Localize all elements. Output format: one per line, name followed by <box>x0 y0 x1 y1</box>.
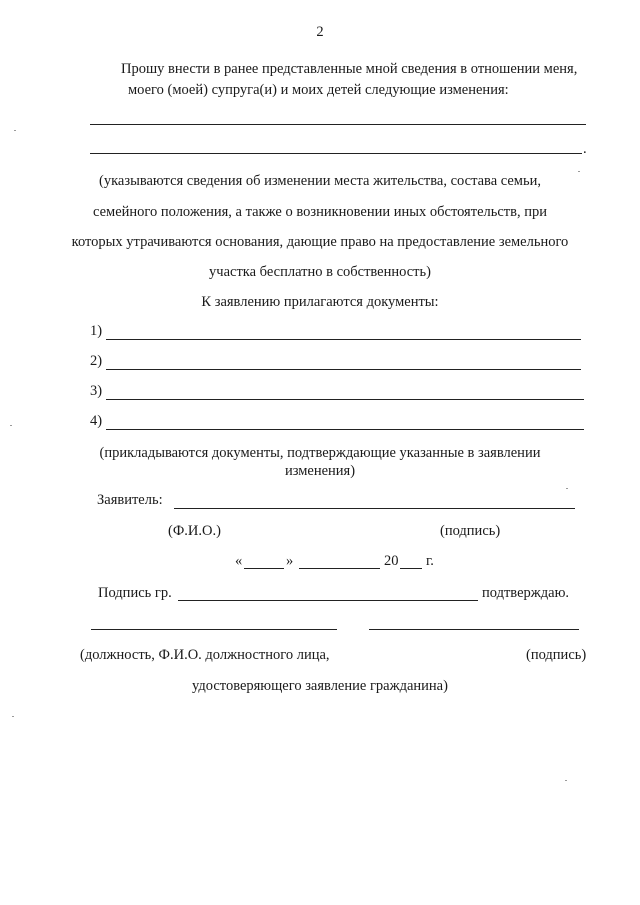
date-close-quote: » <box>286 553 294 569</box>
scan-speck <box>10 425 12 426</box>
applicant-fio-caption: (Ф.И.О.) <box>168 523 221 539</box>
changes-entry-line-2[interactable] <box>90 153 582 154</box>
scan-speck <box>578 171 580 172</box>
applicant-signature-caption: (подпись) <box>440 523 501 539</box>
official-caption-left: (должность, Ф.И.О. должностного лица, <box>80 647 330 663</box>
attachment-entry-line-2[interactable] <box>106 369 581 370</box>
attachments-note-line-1: (прикладываются документы, подтверждающие указанные в заявлении <box>99 445 541 461</box>
intro-line-1: Прошу внести в ранее представленные мной сведения в отношении меня, <box>121 61 578 77</box>
official-position-line[interactable] <box>91 629 337 630</box>
scan-speck <box>566 488 568 489</box>
attachment-number-3: 3) <box>90 383 103 399</box>
explanation-line-3: которых утрачиваются основания, дающие право на предоставление земельного <box>71 234 569 250</box>
page-number: 2 <box>316 24 324 40</box>
date-year-suffix: г. <box>426 553 434 569</box>
official-signature-line[interactable] <box>369 629 579 630</box>
confirmation-prefix: Подпись гр. <box>98 585 172 601</box>
applicant-label: Заявитель: <box>97 492 163 508</box>
attachments-note-line-2: изменения) <box>284 463 356 479</box>
explanation-line-1: (указываются сведения об изменении места жительства, состава семьи, <box>99 173 541 189</box>
attachment-number-2: 2) <box>90 353 103 369</box>
attachment-number-4: 4) <box>90 413 103 429</box>
attachment-entry-line-4[interactable] <box>106 429 584 430</box>
scan-speck <box>14 130 16 131</box>
intro-line-2: моего (моей) супруга(и) и моих детей следующие изменения: <box>128 82 509 98</box>
applicant-entry-line[interactable] <box>174 508 575 509</box>
confirmation-name-field[interactable] <box>178 600 478 601</box>
date-year-prefix: 20 <box>384 553 399 569</box>
date-day-field[interactable] <box>244 568 284 569</box>
attachment-entry-line-3[interactable] <box>106 399 584 400</box>
scan-speck <box>12 716 14 717</box>
changes-entry-line-1[interactable] <box>90 124 586 125</box>
date-year-field[interactable] <box>400 568 422 569</box>
scan-speck <box>565 780 567 781</box>
date-month-field[interactable] <box>299 568 380 569</box>
explanation-line-2: семейного положения, а также о возникновении иных обстоятельств, при <box>92 204 547 220</box>
attachments-heading: К заявлению прилагаются документы: <box>201 294 439 310</box>
official-caption-line-2: удостоверяющего заявление гражданина) <box>192 678 448 694</box>
attachment-number-1: 1) <box>90 323 103 339</box>
attachment-entry-line-1[interactable] <box>106 339 581 340</box>
date-open-quote: « <box>235 553 243 569</box>
official-caption-right: (подпись) <box>526 647 587 663</box>
line-end-period: . <box>583 141 587 157</box>
confirmation-suffix: подтверждаю. <box>482 585 570 601</box>
explanation-line-4: участка бесплатно в собственность) <box>209 264 431 280</box>
